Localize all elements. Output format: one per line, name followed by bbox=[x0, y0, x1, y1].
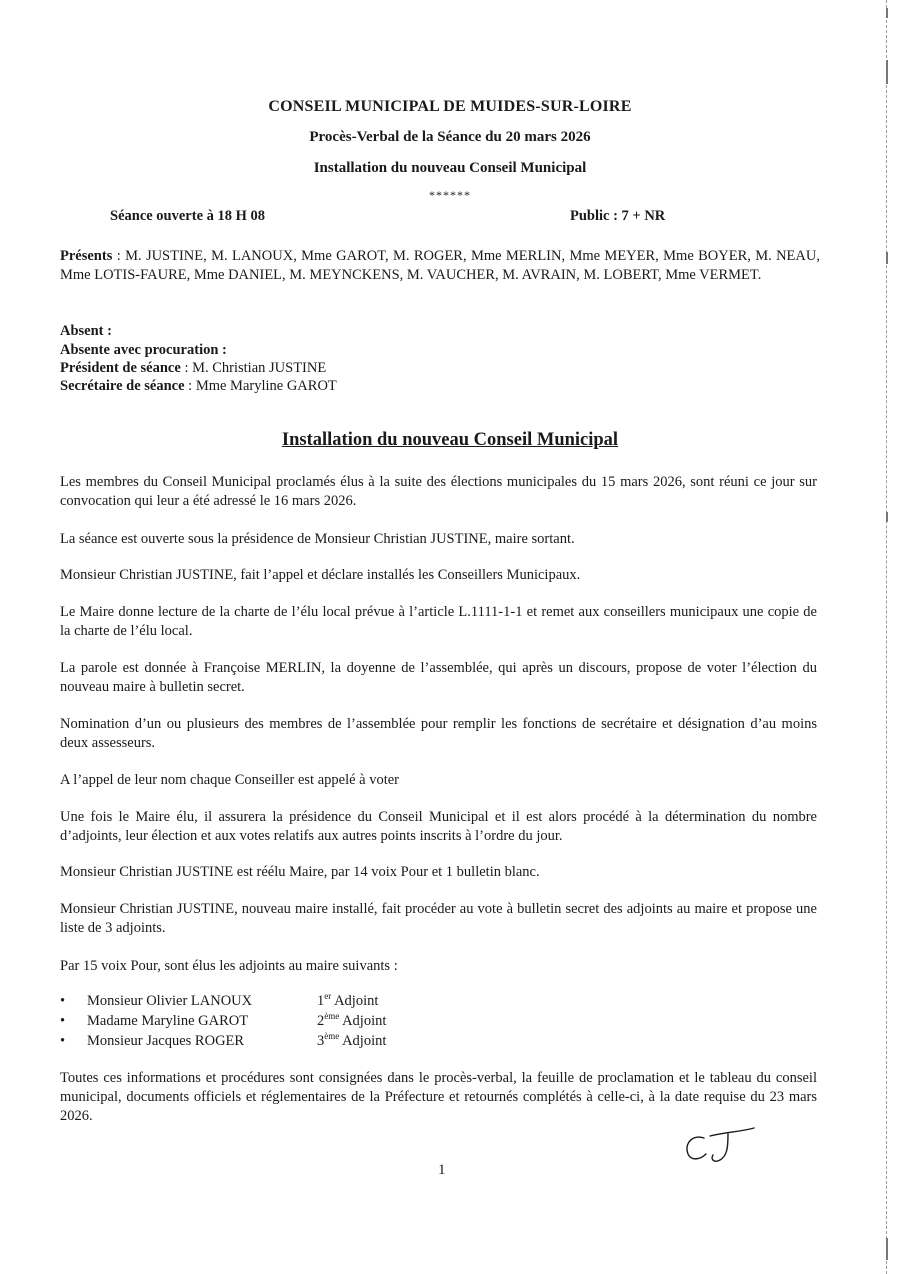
scan-edge-mark bbox=[886, 1238, 888, 1260]
council-title: CONSEIL MUNICIPAL DE MUIDES-SUR-LOIRE bbox=[268, 98, 632, 115]
absent-label: Absent : bbox=[60, 323, 112, 339]
adjoint-role: 3ème Adjoint bbox=[317, 1031, 387, 1049]
paragraph: A l’appel de leur nom chaque Conseiller est appelé à voter bbox=[60, 772, 400, 788]
closing-paragraph: Toutes ces informations et procédures sont consignées dans le procès-verbal, la feuille de proclamation et le tableau du conseil municipal, documents officiels et réglementaires de la Préfecture et retournés complétés à celle-ci, à la date requise du 23 mars 2026. bbox=[60, 1070, 817, 1124]
page-number: 1 bbox=[438, 1162, 446, 1178]
adjoint-name: Monsieur Jacques ROGER bbox=[87, 1033, 245, 1049]
scan-edge-mark bbox=[886, 8, 888, 18]
paragraph: Nomination d’un ou plusieurs des membres de l’assemblée pour remplir les fonctions de secrétaire et désignation d’au moins deux assesseurs. bbox=[60, 716, 817, 751]
section-title: Installation du nouveau Conseil Municipal bbox=[281, 430, 619, 450]
paragraph: Une fois le Maire élu, il assurera la présidence du Conseil Municipal et il est alors procédé à la détermination du nombre d’adjoints, leur élection et aux votes relatifs aux autres points inscrits à l’ordre du jour. bbox=[60, 809, 817, 844]
adjoint-role: 2ème Adjoint bbox=[317, 1011, 387, 1029]
bullet-icon: • bbox=[60, 993, 66, 1009]
president-label: Président de séance bbox=[60, 360, 181, 376]
scan-edge-mark bbox=[886, 512, 888, 522]
signature-icon bbox=[680, 1126, 760, 1170]
secretary-line bbox=[60, 377, 337, 395]
minutes-subtitle: Procès-Verbal de la Séance du 20 mars 2026 bbox=[309, 129, 591, 145]
presents-block bbox=[60, 247, 820, 284]
adjoint-role: 1er Adjoint bbox=[317, 991, 379, 1009]
paragraph: Les membres du Conseil Municipal proclamés élus à la suite des élections municipales du 15 mars 2026, sont réuni ce jour sur convocation qui leur a été adressé le 16 mars 2026. bbox=[60, 474, 817, 509]
adjoint-name: Monsieur Olivier LANOUX bbox=[87, 993, 253, 1009]
public-count: Public : 7 + NR bbox=[570, 208, 666, 224]
separator: ****** bbox=[429, 188, 471, 202]
presents-label: Présents bbox=[60, 248, 113, 264]
secretary-value: : Mme Maryline GAROT bbox=[184, 378, 337, 394]
bullet-icon: • bbox=[60, 1033, 66, 1049]
paragraph: Monsieur Christian JUSTINE, nouveau maire installé, fait procéder au vote à bulletin secret des adjoints au maire et propose une liste de 3 adjoints. bbox=[60, 901, 817, 936]
president-line bbox=[60, 359, 326, 377]
paragraph: La séance est ouverte sous la présidence de Monsieur Christian JUSTINE, maire sortant. bbox=[60, 531, 575, 547]
secretary-label: Secrétaire de séance bbox=[60, 378, 185, 394]
scan-edge-mark bbox=[886, 60, 888, 84]
paragraph: Monsieur Christian JUSTINE est réélu Maire, par 14 voix Pour et 1 bulletin blanc. bbox=[60, 864, 540, 880]
paragraph: Monsieur Christian JUSTINE, fait l’appel et déclare installés les Conseillers Municipaux. bbox=[60, 567, 581, 583]
paragraph: La parole est donnée à Françoise MERLIN, la doyenne de l’assemblée, qui après un discours, propose de voter l’élection du nouveau maire à bulletin secret. bbox=[60, 660, 817, 695]
presents-list: : M. JUSTINE, M. LANOUX, Mme GAROT, M. ROGER, Mme MERLIN, Mme MEYER, Mme BOYER, M. NEAU, Mme LOTIS-FAURE, Mme DANIEL, M. MEYNCKENS, M. VAUCHER, M. AVRAIN, M. LOBERT, Mme VERMET. bbox=[60, 248, 820, 283]
paragraph: Par 15 voix Pour, sont élus les adjoints au maire suivants : bbox=[60, 958, 398, 974]
absent-proxy-label: Absente avec procuration : bbox=[60, 342, 227, 358]
adjoint-name: Madame Maryline GAROT bbox=[87, 1013, 249, 1029]
scan-edge-mark bbox=[886, 252, 888, 264]
session-heading: Installation du nouveau Conseil Municipal bbox=[313, 160, 587, 176]
bullet-icon: • bbox=[60, 1013, 66, 1029]
paragraph: Le Maire donne lecture de la charte de l’élu local prévue à l’article L.1111-1-1 et remet aux conseillers municipaux une copie de la charte de l’élu local. bbox=[60, 604, 817, 639]
session-opened: Séance ouverte à 18 H 08 bbox=[110, 208, 266, 224]
president-value: : M. Christian JUSTINE bbox=[180, 360, 327, 376]
